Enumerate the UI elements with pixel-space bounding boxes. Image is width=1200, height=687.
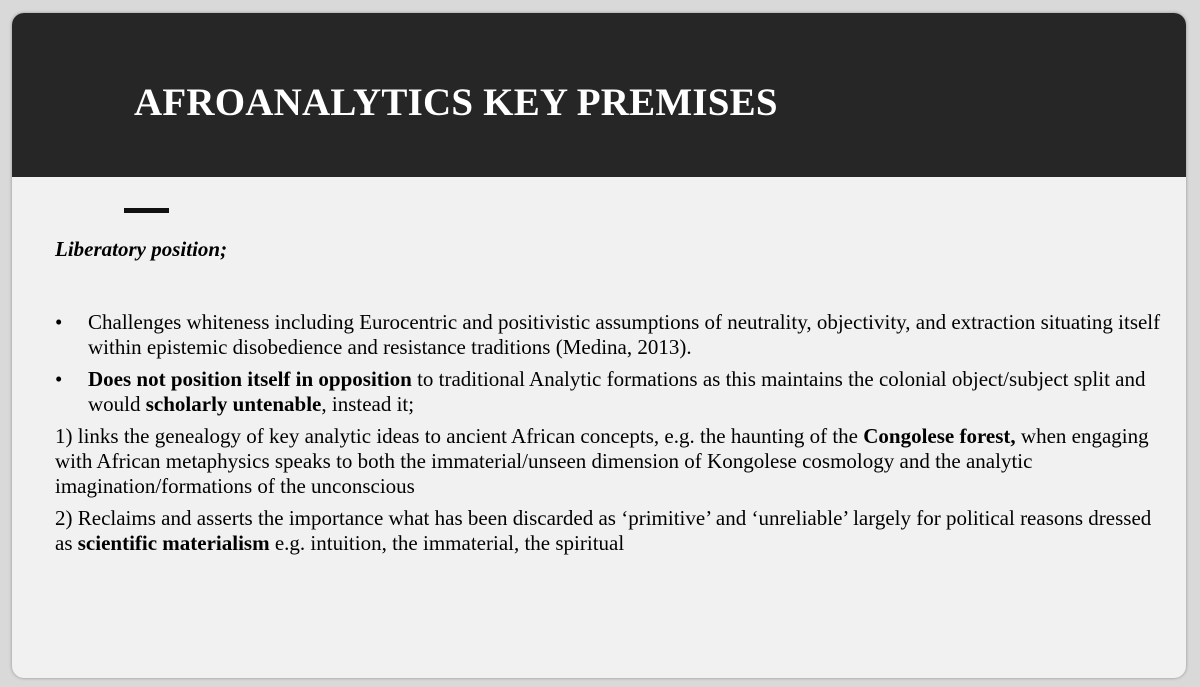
bullet-glyph: • [55, 310, 63, 334]
numbered-point-1 [55, 424, 1165, 499]
bullet-bold-text: Does not position itself in opposition [88, 367, 412, 391]
point-text: 1) links the genealogy of key analytic ideas to ancient African concepts, e.g. the haunting of the [55, 424, 864, 448]
slide-body [55, 237, 1165, 556]
title-band [12, 13, 1186, 177]
numbered-point-2 [55, 506, 1165, 556]
slide-title: AFROANALYTICS KEY PREMISES [134, 81, 778, 124]
point-bold-text: Congolese forest, [863, 424, 1016, 448]
bullet-item [55, 310, 1165, 360]
subheading: Liberatory position; [55, 237, 228, 261]
bullet-text: to traditional Analytic formations as this maintains the colonial object/subject split and would [88, 367, 1146, 416]
point-text: when engaging with African metaphysics speaks to both the immaterial/unseen dimension of Kongolese cosmology and the analytic imagination/formations of the unconscious [55, 424, 1149, 498]
point-bold-text: scientific materialism [77, 531, 270, 555]
bullet-glyph: • [55, 367, 63, 391]
accent-bar [124, 208, 169, 213]
bullet-item [55, 367, 1165, 417]
bullet-text: , instead it; [321, 392, 415, 416]
point-text: e.g. intuition, the immaterial, the spiritual [269, 531, 625, 555]
bullet-list [55, 310, 1165, 417]
bullet-bold-text: scholarly untenable [145, 392, 322, 416]
point-text: 2) Reclaims and asserts the importance what has been discarded as ‘primitive’ and ‘unreliable’ largely for political reasons dressed as [55, 506, 1152, 555]
bullet-text: Challenges whiteness including Eurocentric and positivistic assumptions of neutrality, objectivity, and extraction situating itself within epistemic disobedience and resistance traditions (Medina, 2013). [88, 310, 1161, 359]
slide [12, 13, 1186, 678]
